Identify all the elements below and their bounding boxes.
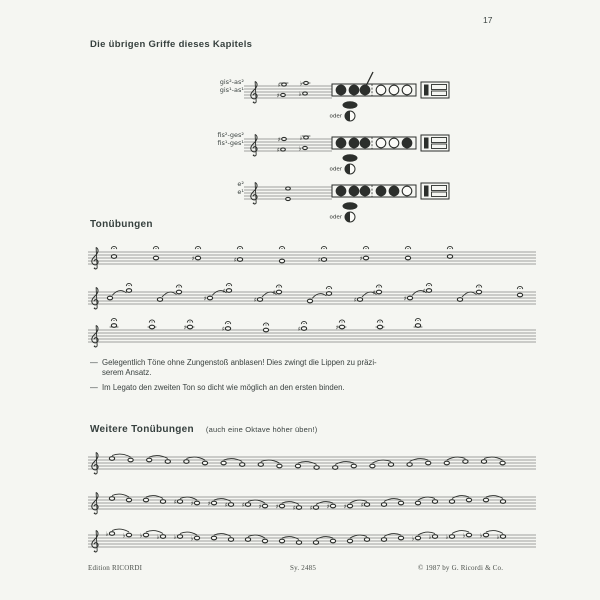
svg-text:♯: ♯ <box>292 504 296 512</box>
svg-text:♭: ♭ <box>445 533 449 541</box>
svg-text:♯: ♯ <box>224 501 228 509</box>
remark-1-line-2: serem Ansatz. <box>102 368 152 377</box>
svg-text:♭: ♭ <box>299 80 303 88</box>
svg-text:♯: ♯ <box>191 255 195 263</box>
tonuebungen-stave-3 <box>84 310 544 350</box>
tonuebungen-stave-1 <box>84 232 544 272</box>
svg-text:♯: ♯ <box>258 503 262 511</box>
remark-2 <box>90 383 450 393</box>
weitere-hint: (auch eine Oktave höher üben!) <box>205 425 318 434</box>
svg-text:♭: ♭ <box>462 532 466 540</box>
svg-text:♯: ♯ <box>277 136 281 144</box>
footer-copyright: © 1987 by G. Ricordi & Co. <box>418 564 504 572</box>
remark-1 <box>90 358 450 378</box>
fingering-label-2 <box>198 131 244 147</box>
svg-text:♯: ♯ <box>359 255 363 263</box>
fingering-chart-1 <box>322 70 462 126</box>
svg-text:♭: ♭ <box>298 90 302 98</box>
svg-text:♯: ♯ <box>317 256 321 264</box>
svg-text:♭: ♭ <box>411 535 415 543</box>
svg-text:♯: ♯ <box>275 503 279 511</box>
svg-text:♭: ♭ <box>173 533 177 541</box>
remark-1-dash: — <box>90 358 98 367</box>
svg-text:♭: ♭ <box>428 533 432 541</box>
svg-text:oder: oder <box>329 113 342 120</box>
svg-text:♯: ♯ <box>221 325 225 333</box>
svg-text:♯: ♯ <box>173 498 177 506</box>
svg-text:♭: ♭ <box>299 134 303 142</box>
fingering-label-3 <box>198 180 244 196</box>
svg-text:♯: ♯ <box>222 287 226 295</box>
fingering-label-1-top: gis²-as² <box>219 78 244 86</box>
remarks-block <box>90 358 450 393</box>
svg-text:♯: ♯ <box>335 324 339 332</box>
svg-text:oder: oder <box>329 166 342 173</box>
weitere-title-row <box>90 424 317 435</box>
footer-publisher: Edition RICORDI <box>88 564 143 572</box>
svg-text:♯: ♯ <box>276 146 280 154</box>
tonuebungen-stave-2 <box>84 272 544 312</box>
svg-text:♭: ♭ <box>190 535 194 543</box>
svg-text:♯: ♯ <box>276 92 280 100</box>
svg-text:♭: ♭ <box>479 532 483 540</box>
footer-plate-number: Sy. 2485 <box>290 564 317 572</box>
svg-text:♯: ♯ <box>360 501 364 509</box>
svg-text:♭: ♭ <box>156 533 160 541</box>
weitere-stave-3 <box>84 515 544 555</box>
svg-text:♯: ♯ <box>233 256 237 264</box>
svg-text:♯: ♯ <box>343 503 347 511</box>
fingering-label-1 <box>198 78 244 94</box>
weitere-stave-2 <box>84 477 544 517</box>
svg-text:♯: ♯ <box>297 325 301 333</box>
svg-text:♭: ♭ <box>122 532 126 540</box>
svg-text:oder: oder <box>329 214 342 221</box>
svg-text:♯: ♯ <box>183 324 187 332</box>
svg-text:♯: ♯ <box>422 287 426 295</box>
fingering-label-2-bottom: fis¹-ges¹ <box>217 139 244 147</box>
weitere-title: Weitere Tonübungen <box>90 424 194 435</box>
weitere-stave-1 <box>84 437 544 477</box>
svg-text:♯: ♯ <box>253 296 257 304</box>
svg-text:♯: ♯ <box>353 296 357 304</box>
svg-text:♯: ♯ <box>309 504 313 512</box>
fingering-chart-3 <box>322 171 462 227</box>
remark-1-line-1: Gelegentlich Töne ohne Zungenstoß anblasen! Dies zwingt die Lippen zu präzi- <box>102 358 377 367</box>
remark-2-line-1: Im Legato den zweiten Ton so dicht wie möglich an den ersten binden. <box>102 383 345 392</box>
fingering-label-3-top: e² <box>237 180 244 188</box>
svg-text:♯: ♯ <box>241 501 245 509</box>
svg-text:♯: ♯ <box>203 295 207 303</box>
svg-text:♯: ♯ <box>277 81 281 89</box>
svg-text:♯: ♯ <box>190 500 194 508</box>
svg-text:♭: ♭ <box>139 532 143 540</box>
svg-text:♭: ♭ <box>105 530 109 538</box>
svg-text:♯: ♯ <box>372 289 376 297</box>
tonuebungen-title: Tonübungen <box>90 219 153 230</box>
fingering-label-2-top: fis²-ges² <box>217 131 244 139</box>
fingering-label-1-bottom: gis¹-as¹ <box>219 86 244 94</box>
chapter-heading: Die übrigen Griffe dieses Kapitels <box>90 39 253 50</box>
svg-text:♯: ♯ <box>326 503 330 511</box>
remark-2-dash: — <box>90 383 98 392</box>
svg-text:♯: ♯ <box>272 289 276 297</box>
svg-text:♭: ♭ <box>298 145 302 153</box>
svg-text:♭: ♭ <box>496 533 500 541</box>
page-number: 17 <box>483 15 493 25</box>
svg-text:♯: ♯ <box>207 500 211 508</box>
fingering-label-3-bottom: e¹ <box>237 188 244 196</box>
svg-text:♯: ♯ <box>403 295 407 303</box>
